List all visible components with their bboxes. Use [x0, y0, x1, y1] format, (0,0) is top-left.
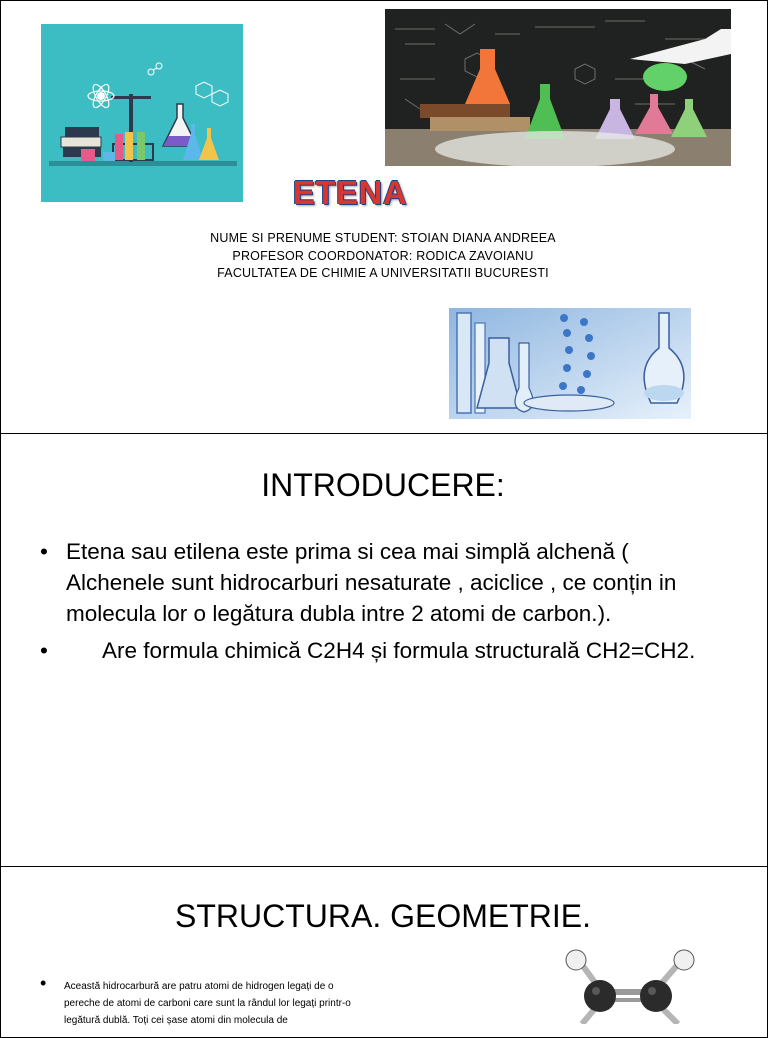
dna-glassware-photo [449, 308, 691, 419]
presentation-title: ETENA [292, 174, 408, 211]
ethene-molecule-model [552, 940, 722, 1024]
structure-paragraph [40, 973, 370, 1029]
chemistry-blackboard-photo [385, 9, 731, 166]
bullet-marker: • [40, 638, 48, 663]
coordinator-line: PROFESOR COORDONATOR: RODICA ZAVOIANU [232, 249, 534, 263]
bullet-item [40, 635, 700, 666]
structure-heading: STRUCTURA. GEOMETRIE. [174, 898, 591, 934]
bullet-item [40, 536, 700, 629]
student-name-line: NUME SI PRENUME STUDENT: STOIAN DIANA ANDREEA [210, 231, 556, 245]
introduction-heading: INTRODUCERE: [261, 467, 505, 503]
bullet-marker: • [40, 539, 48, 564]
bullet-marker: • [40, 973, 47, 993]
faculty-line: FACULTATEA DE CHIMIE A UNIVERSITATII BUCURESTI [217, 266, 549, 280]
introduction-bullets [40, 536, 700, 672]
structure-text: Această hidrocarbură are patru atomi de hidrogen legați de o pereche de atomi de carboni care sunt la rândul lor legați printr-o legătură dublă. Toți cei șase atomi din molecula de [64, 981, 351, 1026]
bullet-text: Etena sau etilena este prima si cea mai simplă alchenă ( Alchenele sunt hidrocarburi nesaturate , aciclice , ce conțin in molecula lor o legătura dubla intre 2 atomi de carbon.). [66, 539, 677, 626]
bullet-text: Are formula chimică C2H4 și formula structurală CH2=CH2. [102, 638, 696, 663]
